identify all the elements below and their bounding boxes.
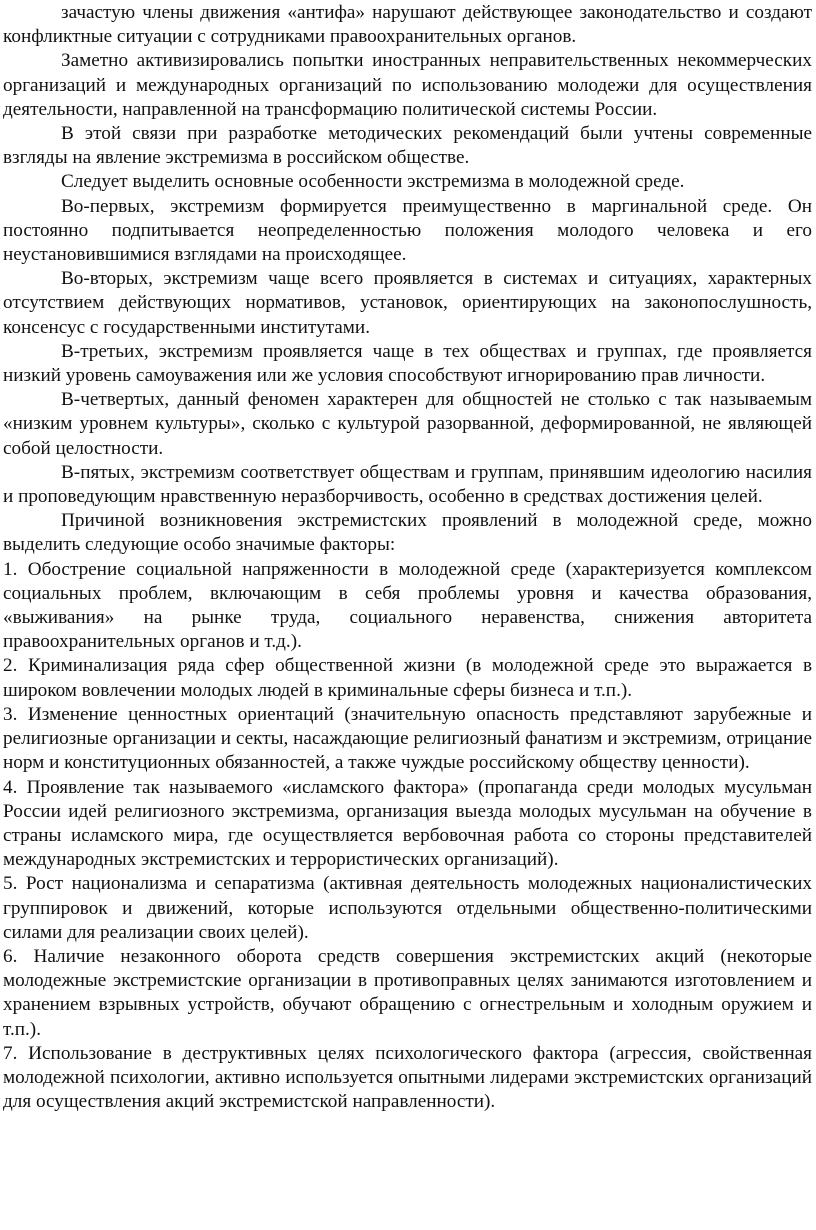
paragraph-factors-intro: Причиной возникновения экстремистских проявлений в молодежной среде, можно выделить следующие особо значимые факторы:: [3, 510, 812, 556]
paragraph-feature-second: Во-вторых, экстремизм чаще всего проявляется в системах и ситуациях, характерных отсутствием действующих нормативов, установок, ориентирующих на законопослушность, консенсус с государственными институтами.: [3, 268, 812, 338]
factor-item-3: 3. Изменение ценностных ориентаций (значительную опасность представляют зарубежные и религиозные организации и секты, насаждающие религиозный фанатизм и экстремизм, отрицание норм и конституционных обязанностей, а также чуждые российскому обществу ценности).: [3, 703, 812, 774]
paragraph-feature-first: Во-первых, экстремизм формируется преимущественно в маргинальной среде. Он постоянно подпитывается неопределенностью положения молодого человека и его неустановившимися взглядами на происходящее.: [3, 195, 812, 266]
paragraph-feature-third: В-третьих, экстремизм проявляется чаще в тех обществах и группах, где проявляется низкий уровень самоуважения или же условия способствуют игнорированию прав личности.: [3, 340, 812, 387]
paragraph-continuation: зачастую члены движения «антифа» нарушают действующее законодательство и создают конфликтные ситуации с сотрудниками правоохранительных органов.: [3, 2, 812, 48]
paragraph-feature-fourth: В-четвертых, данный феномен характерен для общностей не столько с так называемым «низким уровнем культуры», сколько с культурой разорванной, деформированной, не являющей собой целостности.: [3, 389, 812, 459]
paragraph-feature-fifth: В-пятых, экстремизм соответствует обществам и группам, принявшим идеологию насилия и проповедующим нравственную неразборчивость, особенно в средствах достижения целей.: [3, 461, 812, 508]
paragraph-method-recommendations: В этой связи при разработке методических рекомендаций были учтены современные взгляды на явление экстремизма в российском обществе.: [3, 123, 812, 169]
factor-item-6: 6. Наличие незаконного оборота средств совершения экстремистских акций (некоторые молодежные экстремистские организации в противоправных целях занимаются изготовлением и хранением взрывных устройств, обучают обращению с огнестрельным и холодным оружием и т.п.).: [3, 945, 812, 1040]
paragraph-features-intro: Следует выделить основные особенности экстремизма в молодежной среде.: [61, 171, 685, 193]
paragraph-foreign-ngo: Заметно активизировались попытки иностранных неправительственных некоммерческих организаций и международных организаций по использованию молодежи для осуществления деятельности, направленной на трансформацию политической системы России.: [3, 50, 812, 120]
factor-item-1: 1. Обострение социальной напряженности в молодежной среде (характеризуется комплексом социальных проблем, включающим в себя проблемы уровня и качества образования, «выживания» на рынке труда, социального неравенства, снижения авторитета правоохранительных органов и т.д.).: [3, 558, 812, 653]
factor-item-5: 5. Рост национализма и сепаратизма (активная деятельность молодежных националистических группировок и движений, которые используются отдельными общественно-политическими силами для реализации своих целей).: [3, 873, 812, 943]
factor-item-7: 7. Использование в деструктивных целях психологического фактора (агрессия, свойственная молодежной психологии, активно используется опытными лидерами экстремистских организаций для осуществления акций экстремистской направленности).: [3, 1042, 812, 1113]
factor-item-2: 2. Криминализация ряда сфер общественной жизни (в молодежной среде это выражается в широком вовлечении молодых людей в криминальные сферы бизнеса и т.п.).: [3, 655, 812, 701]
factor-item-4: 4. Проявление так называемого «исламского фактора» (пропаганда среди молодых мусульман России идей религиозного экстремизма, организация выезда молодых мусульман на обучение в страны исламского мира, где осуществляется вербовочная работа со стороны представителей международных экстремистских и террористических организаций).: [3, 776, 812, 871]
